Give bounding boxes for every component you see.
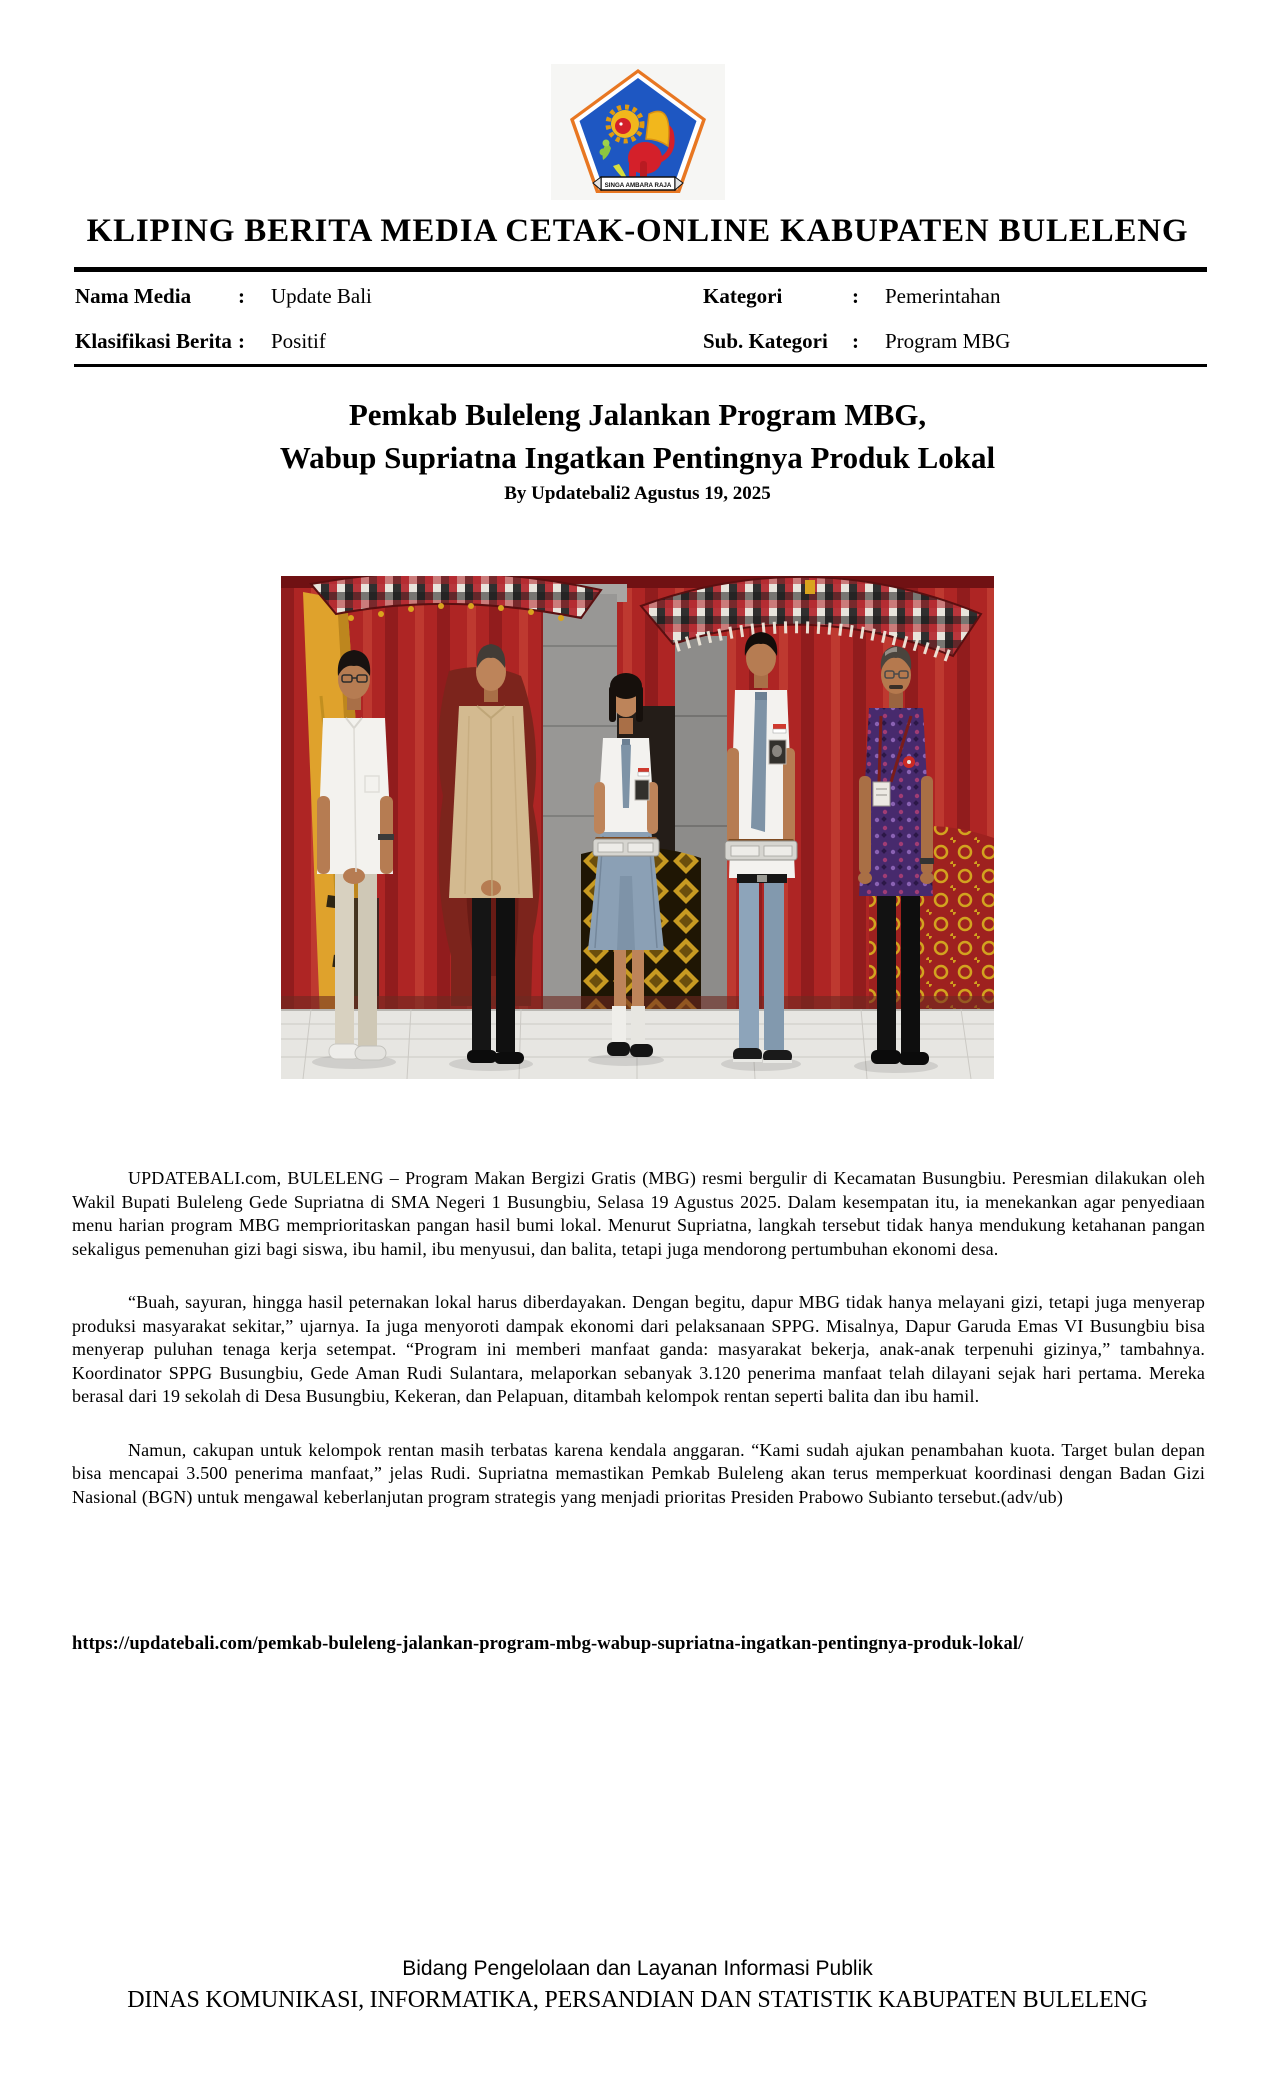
singa-ambara-raja-emblem-icon	[563, 66, 713, 198]
article-byline: By Updatebali2 Agustus 19, 2025	[504, 483, 771, 504]
source-url-link[interactable]: https://updatebali.com/pemkab-buleleng-jalankan-program-mbg-wabup-supriatna-ingatkan-pentingnya-produk-lokal/	[72, 1634, 1024, 1654]
meta-label: Kategori	[703, 284, 783, 308]
meta-colon: :	[238, 329, 245, 353]
paragraph-1: UPDATEBALI.com, BULELENG – Program Makan Bergizi Gratis (MBG) resmi bergulir di Kecamatan Busungbiu. Peresmian dilakukan oleh Wakil Bupati Buleleng Gede Supriatna di SMA Negeri 1 Busungbiu, Selasa 19 Agustus 2025. Dalam kesempatan itu, ia menekankan agar penyediaan menu harian program MBG memprioritaskan pangan hasil bumi lokal. Menurut Supriatna, langkah tersebut tidak hanya mendukung ketahanan pangan sekaligus pemenuhan gizi bagi siswa, ibu hamil, ibu menyusui, dan balita, tetapi juga mendorong pertumbuhan ekonomi desa.	[72, 1168, 1205, 1259]
meta-row-kategori	[703, 281, 1010, 311]
article-title-line2: Wabup Supriatna Ingatkan Pentingnya Produk Lokal	[279, 440, 996, 475]
meta-value: Update Bali	[271, 284, 372, 308]
document-title: KLIPING BERITA MEDIA CETAK-ONLINE KABUPATEN BULELENG	[86, 213, 1189, 249]
meta-row-nama-media	[75, 281, 372, 311]
article-title	[0, 393, 1275, 479]
paragraph-2: “Buah, sayuran, hingga hasil peternakan lokal harus diberdayakan. Dengan begitu, dapur MBG tidak hanya melayani gizi, tetapi juga menyerap produksi masyarakat sekitar,” ujarnya. Ia juga menyoroti dampak ekonomi dari pelaksanaan SPPG. Misalnya, Dapur Garuda Emas VI Busungbiu bisa menyerap puluhan tenaga kerja setempat. “Program ini memberi manfaat ganda: masyarakat bekerja, anak-anak terpenuhi gizinya,” tambahnya. Koordinator SPPG Busungbiu, Gede Aman Rudi Sulantara, melaporkan sebanyak 3.120 penerima manfaat telah dilayani sejak hari pertama. Mereka berasal dari 19 sekolah di Desa Busungbiu, Kekeran, dan Pelapuan, ditambah kelompok rentan seperti balita dan ibu hamil.	[72, 1292, 1205, 1406]
meta-table-right	[703, 281, 1010, 371]
emblem-banner-text: SINGA AMBARA RAJA	[604, 182, 672, 189]
divider-thick	[74, 267, 1207, 272]
meta-row-klasifikasi	[75, 326, 372, 356]
footer-division: Bidang Pengelolaan dan Layanan Informasi Publik	[402, 1957, 873, 1980]
article-photo	[281, 576, 994, 1079]
footer-agency: DINAS KOMUNIKASI, INFORMATIKA, PERSANDIAN DAN STATISTIK KABUPATEN BULELENG	[127, 1987, 1148, 2013]
meta-value: Positif	[271, 329, 326, 353]
buleleng-regency-logo	[551, 64, 725, 200]
meta-value: Pemerintahan	[885, 284, 1001, 308]
meta-colon: :	[238, 284, 245, 308]
meta-colon: :	[852, 284, 859, 308]
meta-table-left	[75, 281, 372, 371]
meta-label: Klasifikasi Berita	[75, 329, 232, 353]
divider-thin	[74, 364, 1207, 367]
paragraph-3: Namun, cakupan untuk kelompok rentan masih terbatas karena kendala anggaran. “Kami sudah ajukan penambahan kuota. Target bulan depan bisa mencapai 3.500 penerima manfaat,” jelas Rudi. Supriatna memastikan Pemkab Buleleng akan terus memperkuat koordinasi dengan Badan Gizi Nasional (BGN) untuk mengawal keberlanjutan program strategis yang menjadi prioritas Presiden Prabowo Subianto tersebut.(adv/ub)	[72, 1439, 1205, 1507]
article-title-line1: Pemkab Buleleng Jalankan Program MBG,	[348, 397, 927, 432]
meta-label: Sub. Kategori	[703, 329, 828, 353]
meta-value: Program MBG	[885, 329, 1011, 353]
photo-illustration	[281, 576, 994, 1079]
article-body	[72, 1167, 1205, 1539]
meta-colon: :	[852, 329, 859, 353]
meta-label: Nama Media	[75, 284, 192, 308]
meta-row-sub-kategori	[703, 326, 1010, 356]
